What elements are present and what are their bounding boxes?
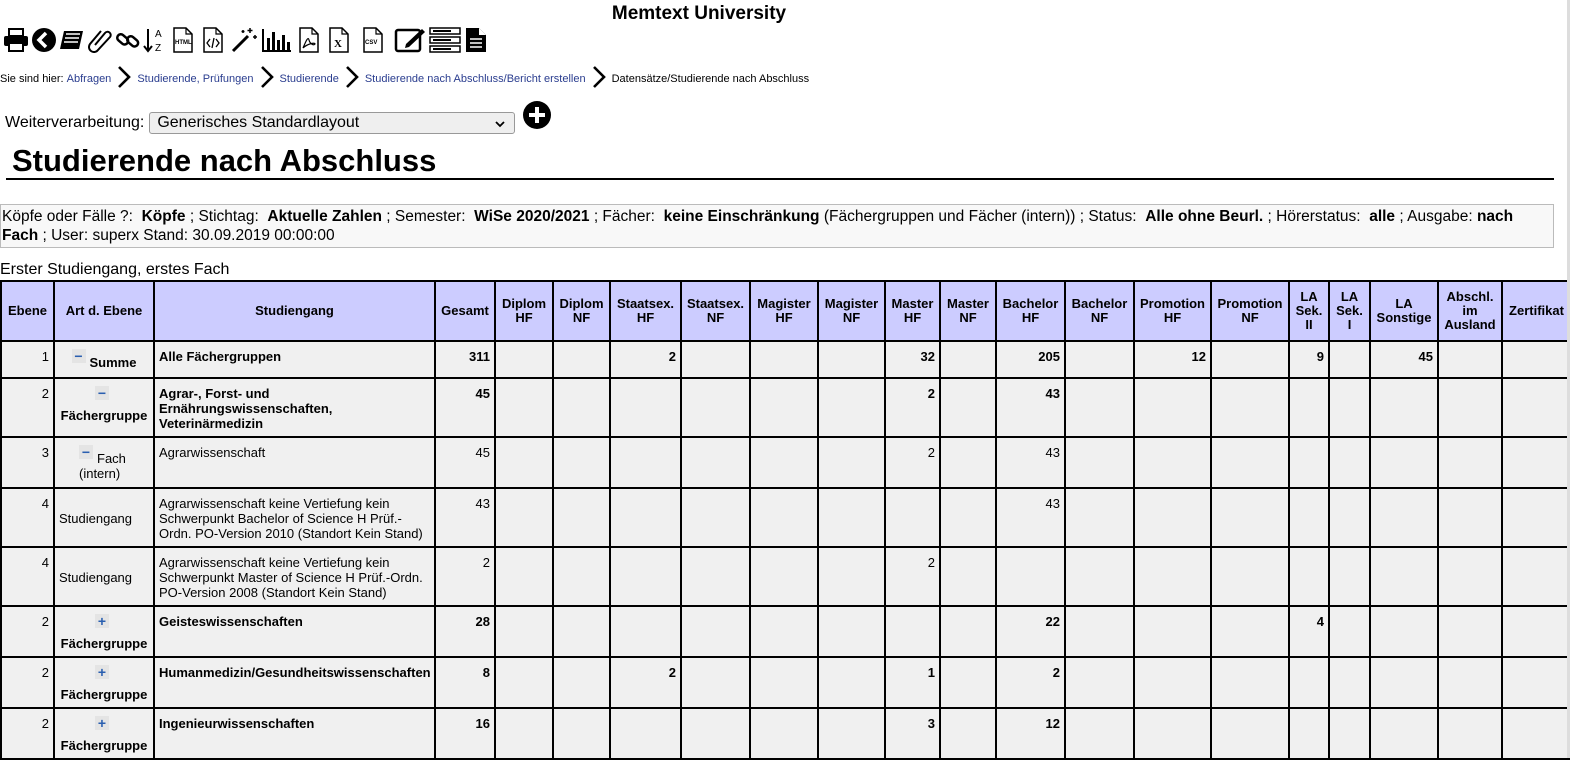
value-cell xyxy=(610,547,681,606)
expand-icon[interactable]: + xyxy=(95,665,109,679)
university-title: Memtext University xyxy=(611,3,787,24)
value-cell xyxy=(681,341,750,378)
value-cell xyxy=(940,606,996,657)
column-header[interactable]: Ebene xyxy=(1,281,54,341)
value-cell xyxy=(610,437,681,488)
value-cell xyxy=(553,708,610,759)
value-cell xyxy=(1134,606,1211,657)
value-cell: 45 xyxy=(435,378,495,437)
table-row xyxy=(1,488,1570,547)
value-cell xyxy=(1502,437,1570,488)
breadcrumb-link-bericht-erstellen[interactable]: Studierende nach Abschluss/Bericht erstellen xyxy=(364,72,586,85)
weiterverarbeitung-label: Weiterverarbeitung: xyxy=(5,114,145,131)
collapse-icon[interactable]: − xyxy=(72,349,86,363)
table-caption: Erster Studiengang, erstes Fach xyxy=(0,261,230,278)
value-cell xyxy=(1502,488,1570,547)
art-label: Fächergruppe xyxy=(60,408,148,423)
table-row xyxy=(1,378,1570,437)
value-cell xyxy=(1065,657,1134,708)
column-header[interactable]: Staatsex. NF xyxy=(681,281,750,341)
edit-icon[interactable] xyxy=(392,25,428,55)
value-cell xyxy=(495,437,553,488)
column-header[interactable]: LA Sek. II xyxy=(1289,281,1329,341)
value-cell: 311 xyxy=(435,341,495,378)
art-cell xyxy=(54,708,154,759)
value-cell xyxy=(1211,657,1289,708)
ebene-cell: 4 xyxy=(1,488,54,547)
filter-value: keine Einschränkung xyxy=(663,208,820,225)
value-cell xyxy=(1329,657,1370,708)
value-cell xyxy=(1329,606,1370,657)
filter-user-stand: ; User: superx Stand: 30.09.2019 00:00:00 xyxy=(42,227,335,244)
value-cell xyxy=(610,708,681,759)
pdf-doc-icon[interactable] xyxy=(294,25,324,55)
value-cell: 12 xyxy=(1134,341,1211,378)
value-cell xyxy=(553,488,610,547)
value-cell xyxy=(1211,378,1289,437)
value-cell: 12 xyxy=(996,708,1065,759)
value-cell xyxy=(1438,657,1502,708)
value-cell xyxy=(495,547,553,606)
studiengang-cell[interactable]: Agrarwissenschaft keine Vertiefung kein Schwerpunkt Master of Science H Prüf.-Ordn. PO-Version 2008 (Standort Kein Stand) xyxy=(154,547,435,606)
column-header[interactable]: Art d. Ebene xyxy=(54,281,154,341)
value-cell xyxy=(750,341,818,378)
column-header[interactable]: Studiengang xyxy=(154,281,435,341)
value-cell xyxy=(1211,708,1289,759)
value-cell xyxy=(1370,708,1438,759)
breadcrumb-link-studierende[interactable]: Studierende xyxy=(279,72,339,85)
collapse-icon[interactable]: − xyxy=(79,445,93,459)
value-cell xyxy=(1289,488,1329,547)
print-icon[interactable] xyxy=(2,25,30,55)
art-label: Fächergruppe xyxy=(60,687,148,702)
value-cell xyxy=(1065,378,1134,437)
value-cell xyxy=(750,437,818,488)
svg-text:X: X xyxy=(334,38,342,50)
value-cell xyxy=(1370,378,1438,437)
value-cell xyxy=(1289,437,1329,488)
value-cell: 45 xyxy=(435,437,495,488)
studiengang-cell[interactable]: Agrar-, Forst- und Ernährungswissenschaften, Veterinärmedizin xyxy=(154,378,435,437)
value-cell xyxy=(818,547,885,606)
value-cell xyxy=(681,657,750,708)
value-cell xyxy=(940,708,996,759)
filter-label: ; Ausgabe: xyxy=(1399,208,1473,225)
value-cell xyxy=(1289,708,1329,759)
filter-label: ; Semester: xyxy=(386,208,466,225)
chevron-right-icon xyxy=(592,66,606,91)
breadcrumb-link-abfragen[interactable]: Abfragen xyxy=(66,72,112,85)
value-cell xyxy=(940,657,996,708)
art-label: Studiengang xyxy=(59,511,133,526)
column-header[interactable]: Magister HF xyxy=(750,281,818,341)
value-cell xyxy=(940,437,996,488)
art-cell xyxy=(54,341,154,378)
studiengang-cell[interactable]: Ingenieurwissenschaften xyxy=(154,708,435,759)
value-cell: 43 xyxy=(996,488,1065,547)
art-label: Fächergruppe xyxy=(60,636,148,651)
ebene-cell: 1 xyxy=(1,341,54,378)
art-label: Fächergruppe xyxy=(60,738,148,753)
filter-value: WiSe 2020/2021 xyxy=(474,208,590,225)
art-cell xyxy=(54,437,154,488)
link-icon[interactable] xyxy=(114,25,142,55)
column-header[interactable]: LA Sek. I xyxy=(1329,281,1370,341)
value-cell xyxy=(681,437,750,488)
csv-doc-icon[interactable] xyxy=(354,25,392,55)
ebene-cell: 2 xyxy=(1,378,54,437)
value-cell xyxy=(818,378,885,437)
art-cell xyxy=(54,488,154,547)
ebene-cell: 2 xyxy=(1,657,54,708)
value-cell xyxy=(553,341,610,378)
value-cell xyxy=(940,488,996,547)
art-label: Fach (intern) xyxy=(79,451,126,481)
value-cell xyxy=(1134,657,1211,708)
results-table xyxy=(0,280,1570,760)
value-cell xyxy=(750,657,818,708)
value-cell xyxy=(885,488,940,547)
value-cell xyxy=(495,488,553,547)
value-cell: 2 xyxy=(610,657,681,708)
value-cell: 45 xyxy=(1370,341,1438,378)
value-cell: 8 xyxy=(435,657,495,708)
value-cell: 2 xyxy=(885,547,940,606)
value-cell xyxy=(1438,378,1502,437)
chart-icon[interactable] xyxy=(260,25,294,55)
value-cell: 22 xyxy=(996,606,1065,657)
value-cell xyxy=(1211,341,1289,378)
value-cell xyxy=(1502,606,1570,657)
weiterverarbeitung-select[interactable] xyxy=(149,112,515,134)
value-cell xyxy=(1065,437,1134,488)
column-header[interactable]: Magister NF xyxy=(818,281,885,341)
chevron-right-icon xyxy=(260,66,274,91)
value-cell xyxy=(1370,437,1438,488)
value-cell xyxy=(1329,488,1370,547)
svg-text:A: A xyxy=(155,29,162,40)
table-row xyxy=(1,437,1570,488)
column-header[interactable]: Diplom HF xyxy=(495,281,553,341)
value-cell xyxy=(1370,547,1438,606)
column-header[interactable]: Master HF xyxy=(885,281,940,341)
value-cell xyxy=(1065,547,1134,606)
attach-icon[interactable] xyxy=(86,25,114,55)
filter-label: ; Stichtag: xyxy=(189,208,259,225)
value-cell: 3 xyxy=(885,708,940,759)
art-cell xyxy=(54,657,154,708)
value-cell xyxy=(818,437,885,488)
code-doc-icon[interactable] xyxy=(198,25,228,55)
svg-text:Z: Z xyxy=(155,43,162,54)
value-cell xyxy=(1502,657,1570,708)
value-cell xyxy=(940,547,996,606)
value-cell xyxy=(553,606,610,657)
chevron-right-icon xyxy=(117,66,131,91)
value-cell xyxy=(1329,378,1370,437)
value-cell xyxy=(495,606,553,657)
value-cell xyxy=(1065,488,1134,547)
value-cell xyxy=(610,606,681,657)
filter-extra: (Fächergruppen und Fächer (intern)) xyxy=(823,208,1076,225)
weiterverarbeitung-selected: Generisches Standardlayout xyxy=(157,114,360,131)
value-cell: 1 xyxy=(885,657,940,708)
chevron-right-icon xyxy=(345,66,359,91)
filter-value: alle xyxy=(1369,208,1396,225)
table-row xyxy=(1,657,1570,708)
value-cell xyxy=(1134,378,1211,437)
value-cell: 9 xyxy=(1289,341,1329,378)
value-cell xyxy=(1289,657,1329,708)
value-cell xyxy=(996,547,1065,606)
value-cell xyxy=(1289,378,1329,437)
breadcrumb-current: Datensätze/Studierende nach Abschluss xyxy=(611,72,810,85)
value-cell xyxy=(1211,547,1289,606)
ebene-cell: 2 xyxy=(1,708,54,759)
value-cell xyxy=(1329,437,1370,488)
column-header[interactable]: Gesamt xyxy=(435,281,495,341)
value-cell xyxy=(495,708,553,759)
value-cell xyxy=(553,378,610,437)
table-row xyxy=(1,341,1570,378)
column-header[interactable]: Diplom NF xyxy=(553,281,610,341)
column-header[interactable]: Bachelor HF xyxy=(996,281,1065,341)
value-cell xyxy=(1438,437,1502,488)
value-cell: 2 xyxy=(885,437,940,488)
svg-text:HTML: HTML xyxy=(175,40,192,46)
value-cell xyxy=(1065,606,1134,657)
table-row xyxy=(1,708,1570,759)
table-row xyxy=(1,606,1570,657)
column-header[interactable]: Staatsex. HF xyxy=(610,281,681,341)
value-cell xyxy=(553,437,610,488)
value-cell xyxy=(495,657,553,708)
collapse-icon[interactable]: − xyxy=(95,386,109,400)
value-cell xyxy=(1065,341,1134,378)
magic-wand-icon[interactable] xyxy=(228,25,260,55)
svg-text:CSV: CSV xyxy=(365,40,378,46)
page-title: Studierende nach Abschluss xyxy=(6,142,1554,180)
studiengang-cell[interactable]: Humanmedizin/Gesundheitswissenschaften xyxy=(154,657,435,708)
column-header[interactable]: Master NF xyxy=(940,281,996,341)
toolbar xyxy=(2,24,490,56)
column-header[interactable]: Zertifikat xyxy=(1502,281,1570,341)
value-cell xyxy=(681,547,750,606)
value-cell xyxy=(495,341,553,378)
value-cell xyxy=(818,657,885,708)
breadcrumb-prefix: Sie sind hier: xyxy=(0,72,64,85)
value-cell xyxy=(1502,378,1570,437)
value-cell xyxy=(1211,488,1289,547)
value-cell xyxy=(1134,708,1211,759)
filter-label: ; Fächer: xyxy=(593,208,655,225)
column-header[interactable]: Promotion NF xyxy=(1211,281,1289,341)
value-cell xyxy=(681,606,750,657)
value-cell xyxy=(1438,547,1502,606)
value-cell xyxy=(610,488,681,547)
value-cell xyxy=(1211,606,1289,657)
value-cell xyxy=(818,606,885,657)
filter-value: Aktuelle Zahlen xyxy=(267,208,382,225)
filter-value: Köpfe xyxy=(141,208,186,225)
value-cell: 43 xyxy=(996,437,1065,488)
breadcrumb-link-studierende-pruefungen[interactable]: Studierende, Prüfungen xyxy=(137,72,254,85)
value-cell xyxy=(495,378,553,437)
value-cell xyxy=(681,488,750,547)
column-header[interactable]: Promotion HF xyxy=(1134,281,1211,341)
value-cell xyxy=(1370,606,1438,657)
value-cell xyxy=(750,547,818,606)
value-cell: 43 xyxy=(435,488,495,547)
value-cell xyxy=(681,708,750,759)
filter-label: ; Status: xyxy=(1079,208,1137,225)
sort-az-icon[interactable] xyxy=(142,25,168,55)
value-cell xyxy=(750,488,818,547)
value-cell: 2 xyxy=(610,341,681,378)
art-label: Summe xyxy=(89,355,137,370)
value-cell: 32 xyxy=(885,341,940,378)
document-icon[interactable] xyxy=(462,25,490,55)
value-cell xyxy=(553,547,610,606)
value-cell xyxy=(750,606,818,657)
value-cell: 2 xyxy=(885,378,940,437)
value-cell xyxy=(1438,341,1502,378)
value-cell xyxy=(1289,547,1329,606)
value-cell xyxy=(1438,708,1502,759)
value-cell: 43 xyxy=(996,378,1065,437)
value-cell xyxy=(818,488,885,547)
filter-value: Alle ohne Beurl. xyxy=(1145,208,1264,225)
value-cell xyxy=(1370,657,1438,708)
filter-summary xyxy=(0,204,1554,248)
list-view-icon[interactable] xyxy=(428,25,462,55)
value-cell xyxy=(940,378,996,437)
value-cell: 28 xyxy=(435,606,495,657)
art-cell xyxy=(54,547,154,606)
back-icon[interactable] xyxy=(30,25,58,55)
value-cell xyxy=(1329,708,1370,759)
breadcrumb xyxy=(0,66,809,91)
filter-label: Köpfe oder Fälle ?: xyxy=(2,208,133,225)
table-header-row xyxy=(1,281,1570,341)
value-cell xyxy=(1211,437,1289,488)
excel-doc-icon[interactable] xyxy=(324,25,354,55)
value-cell xyxy=(610,378,681,437)
ebene-cell: 2 xyxy=(1,606,54,657)
column-header[interactable]: Abschl. im Ausland xyxy=(1438,281,1502,341)
studiengang-cell[interactable]: Alle Fächergruppen xyxy=(154,341,435,378)
value-cell xyxy=(1134,437,1211,488)
column-header[interactable]: LA Sonstige xyxy=(1370,281,1438,341)
ebene-cell: 3 xyxy=(1,437,54,488)
value-cell: 4 xyxy=(1289,606,1329,657)
value-cell xyxy=(1370,488,1438,547)
value-cell xyxy=(1502,341,1570,378)
studiengang-cell[interactable]: Geisteswissenschaften xyxy=(154,606,435,657)
art-cell xyxy=(54,606,154,657)
html-doc-icon[interactable] xyxy=(168,25,198,55)
ebene-cell: 4 xyxy=(1,547,54,606)
value-cell xyxy=(940,341,996,378)
value-cell xyxy=(681,378,750,437)
studiengang-cell[interactable]: Agrarwissenschaft keine Vertiefung kein Schwerpunkt Bachelor of Science H Prüf.-Ordn. PO-Version 2010 (Standort Kein Stand) xyxy=(154,488,435,547)
value-cell xyxy=(750,378,818,437)
value-cell xyxy=(553,657,610,708)
value-cell xyxy=(818,708,885,759)
value-cell xyxy=(1438,606,1502,657)
art-cell xyxy=(54,378,154,437)
value-cell xyxy=(1502,547,1570,606)
value-cell xyxy=(818,341,885,378)
chevron-down-icon xyxy=(494,117,506,135)
filter-value: nach Fach xyxy=(2,208,1514,244)
value-cell xyxy=(1438,488,1502,547)
value-cell xyxy=(1134,547,1211,606)
value-cell xyxy=(1329,547,1370,606)
table-row xyxy=(1,547,1570,606)
value-cell xyxy=(885,606,940,657)
expand-icon[interactable]: + xyxy=(95,716,109,730)
books-icon[interactable] xyxy=(58,25,86,55)
value-cell xyxy=(1329,341,1370,378)
value-cell xyxy=(1502,708,1570,759)
weiterverarbeitung-row xyxy=(5,102,515,131)
art-label: Studiengang xyxy=(59,570,133,585)
value-cell xyxy=(1134,488,1211,547)
value-cell: 16 xyxy=(435,708,495,759)
studiengang-cell[interactable]: Agrarwissenschaft xyxy=(154,437,435,488)
column-header[interactable]: Bachelor NF xyxy=(1065,281,1134,341)
value-cell xyxy=(750,708,818,759)
value-cell: 2 xyxy=(435,547,495,606)
filter-label: ; Hörerstatus: xyxy=(1267,208,1361,225)
add-circle-icon[interactable] xyxy=(522,100,552,135)
value-cell xyxy=(1065,708,1134,759)
value-cell: 2 xyxy=(996,657,1065,708)
expand-icon[interactable]: + xyxy=(95,614,109,628)
value-cell: 205 xyxy=(996,341,1065,378)
